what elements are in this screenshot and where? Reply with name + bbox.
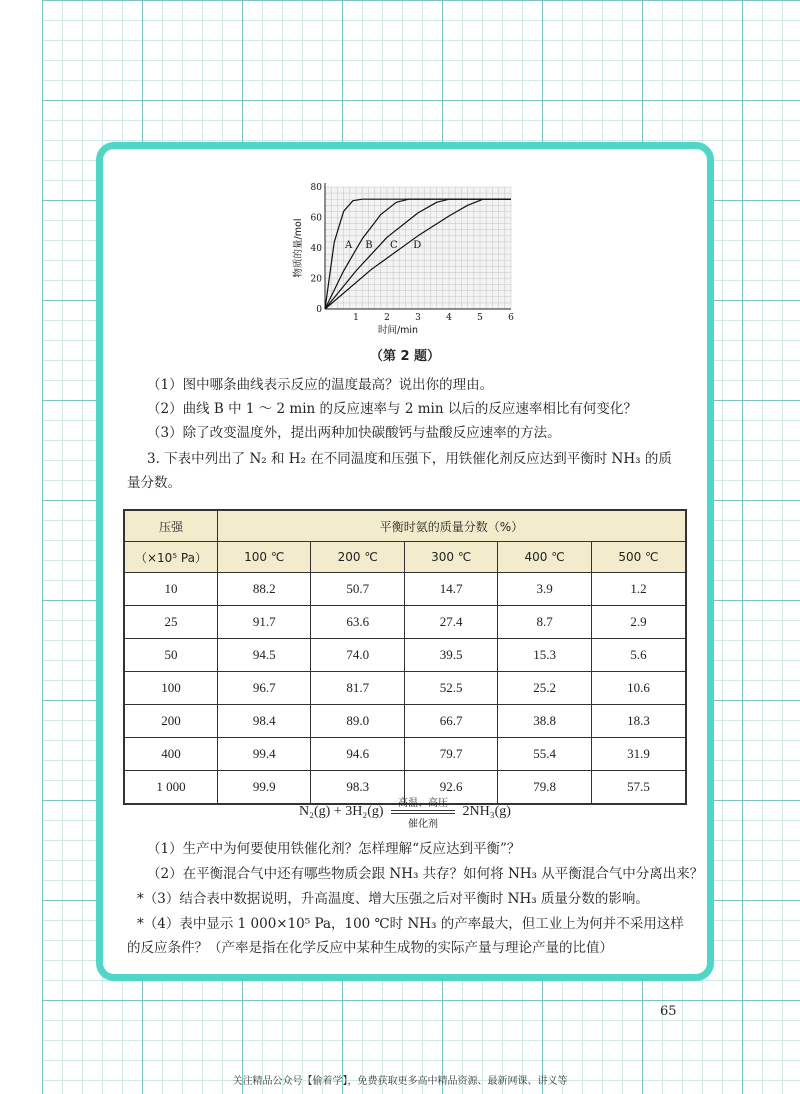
q3-item-4: *（4）表中显示 1 000×10⁵ Pa，100 ℃时 NH₃ 的产率最大，但工业上为何并不采用这样: [137, 916, 684, 932]
series-label: B: [365, 240, 373, 251]
pressure-cell: 100: [124, 672, 218, 705]
q3-intro-line-1: 3. 下表中列出了 N₂ 和 H₂ 在不同温度和压强下，用铁催化剂反应达到平衡时 NH₃ 的质: [147, 451, 672, 467]
pressure-cell: 10: [124, 573, 218, 606]
pressure-cell: 1 000: [124, 771, 218, 805]
table-row: [124, 639, 686, 672]
y-tick-label: 80: [310, 183, 322, 193]
x-tick-label: 5: [477, 313, 483, 323]
value-cell: 15.3: [498, 639, 591, 672]
series-label: A: [345, 240, 353, 251]
value-cell: 94.6: [311, 738, 404, 771]
chart-svg: [289, 177, 529, 337]
q2-item-2: （2）曲线 B 中 1 ～ 2 min 的反应速率与 2 min 以后的反应速率相比有何变化？: [147, 401, 637, 417]
figure-caption: （第 2 题）: [369, 349, 441, 364]
equilibrium-arrow-icon: [391, 810, 455, 814]
page-margin: [0, 0, 42, 1094]
value-cell: 89.0: [311, 705, 404, 738]
q3-item-1: （1）生产中为何要使用铁催化剂？怎样理解“反应达到平衡”？: [147, 841, 521, 857]
q2-item-3: （3）除了改变温度外，提出两种加快碳酸钙与盐酸反应速率的方法。: [147, 425, 561, 441]
q2-item-1: （1）图中哪条曲线表示反应的温度最高？说出你的理由。: [147, 377, 494, 393]
value-cell: 96.7: [218, 672, 311, 705]
x-tick-label: 6: [508, 313, 514, 323]
q3-item-4-cont: 的反应条件？（产率是指在化学反应中某种生成物的实际产量与理论产量的比值）: [127, 940, 613, 956]
x-axis-label: 时间/min: [377, 325, 419, 336]
x-tick-label: 1: [353, 313, 359, 323]
value-cell: 18.3: [591, 705, 686, 738]
value-cell: 50.7: [311, 573, 404, 606]
value-cell: 98.3: [311, 771, 404, 805]
value-cell: 92.6: [404, 771, 497, 805]
value-cell: 39.5: [404, 639, 497, 672]
value-cell: 98.4: [218, 705, 311, 738]
equilibrium-arrow: [391, 794, 455, 830]
q3-intro-line-2: 量分数。: [127, 475, 181, 491]
x-tick-label: 4: [446, 313, 452, 323]
pressure-cell: 200: [124, 705, 218, 738]
x-tick-label: 3: [415, 313, 421, 323]
equation-below: 催化剂: [408, 819, 439, 830]
equation-left: N₂(g) + 3H₂(g): [299, 804, 384, 820]
value-cell: 79.8: [498, 771, 591, 805]
temp-header: 300 ℃: [404, 542, 497, 573]
value-cell: 88.2: [218, 573, 311, 606]
value-cell: 5.6: [591, 639, 686, 672]
temp-header: 400 ℃: [498, 542, 591, 573]
value-cell: 99.9: [218, 771, 311, 805]
pressure-cell: 25: [124, 606, 218, 639]
temp-header: 500 ℃: [591, 542, 686, 573]
value-cell: 31.9: [591, 738, 686, 771]
value-cell: 81.7: [311, 672, 404, 705]
table-row: [124, 672, 686, 705]
value-cell: 3.9: [498, 573, 591, 606]
pressure-cell: 50: [124, 639, 218, 672]
y-tick-label: 20: [310, 274, 322, 285]
value-cell: 10.6: [591, 672, 686, 705]
value-cell: 94.5: [218, 639, 311, 672]
reaction-chart: [289, 177, 529, 337]
value-cell: 14.7: [404, 573, 497, 606]
value-cell: 63.6: [311, 606, 404, 639]
series-label: D: [413, 240, 422, 251]
value-cell: 38.8: [498, 705, 591, 738]
exercise-card: [96, 142, 714, 981]
q3-item-2: （2）在平衡混合气中还有哪些物质会跟 NH₃ 共存？如何将 NH₃ 从平衡混合气中分离出来？: [147, 866, 704, 882]
table-row: [124, 705, 686, 738]
table-row: [124, 738, 686, 771]
temp-header: 200 ℃: [311, 542, 404, 573]
value-cell: 66.7: [404, 705, 497, 738]
value-cell: 1.2: [591, 573, 686, 606]
value-cell: 8.7: [498, 606, 591, 639]
value-cell: 57.5: [591, 771, 686, 805]
x-tick-label: 2: [384, 313, 390, 323]
value-cell: 27.4: [404, 606, 497, 639]
y-axis-label: 物质的量/mol: [293, 218, 304, 278]
value-cell: 2.9: [591, 606, 686, 639]
table-body: [124, 573, 686, 805]
series-label: C: [390, 240, 398, 251]
pressure-header: 压强: [124, 510, 218, 542]
value-cell: 25.2: [498, 672, 591, 705]
equation-above: 高温、高压: [398, 798, 449, 809]
y-tick-label: 40: [310, 244, 322, 254]
table-row: [124, 573, 686, 606]
y-tick-label: 60: [310, 213, 322, 224]
page-number: 65: [660, 1004, 677, 1019]
q3-item-3: *（3）结合表中数据说明，升高温度、增大压强之后对平衡时 NH₃ 质量分数的影响。: [137, 891, 649, 907]
equation-right: 2NH₃(g): [462, 804, 511, 820]
value-cell: 74.0: [311, 639, 404, 672]
pressure-unit: （×10⁵ Pa）: [124, 542, 218, 573]
value-cell: 79.7: [404, 738, 497, 771]
table-row: [124, 606, 686, 639]
group-header: 平衡时氨的质量分数（%）: [218, 510, 687, 542]
value-cell: 91.7: [218, 606, 311, 639]
y-tick-label: 0: [316, 305, 322, 315]
equation: [103, 794, 707, 830]
temp-header: 100 ℃: [218, 542, 311, 573]
ammonia-table: [123, 509, 687, 805]
value-cell: 52.5: [404, 672, 497, 705]
value-cell: 55.4: [498, 738, 591, 771]
footer-note: 关注精品公众号【偷着学】，免费获取更多高中精品资源、最新网课、讲义等: [232, 1076, 568, 1087]
value-cell: 99.4: [218, 738, 311, 771]
pressure-cell: 400: [124, 738, 218, 771]
